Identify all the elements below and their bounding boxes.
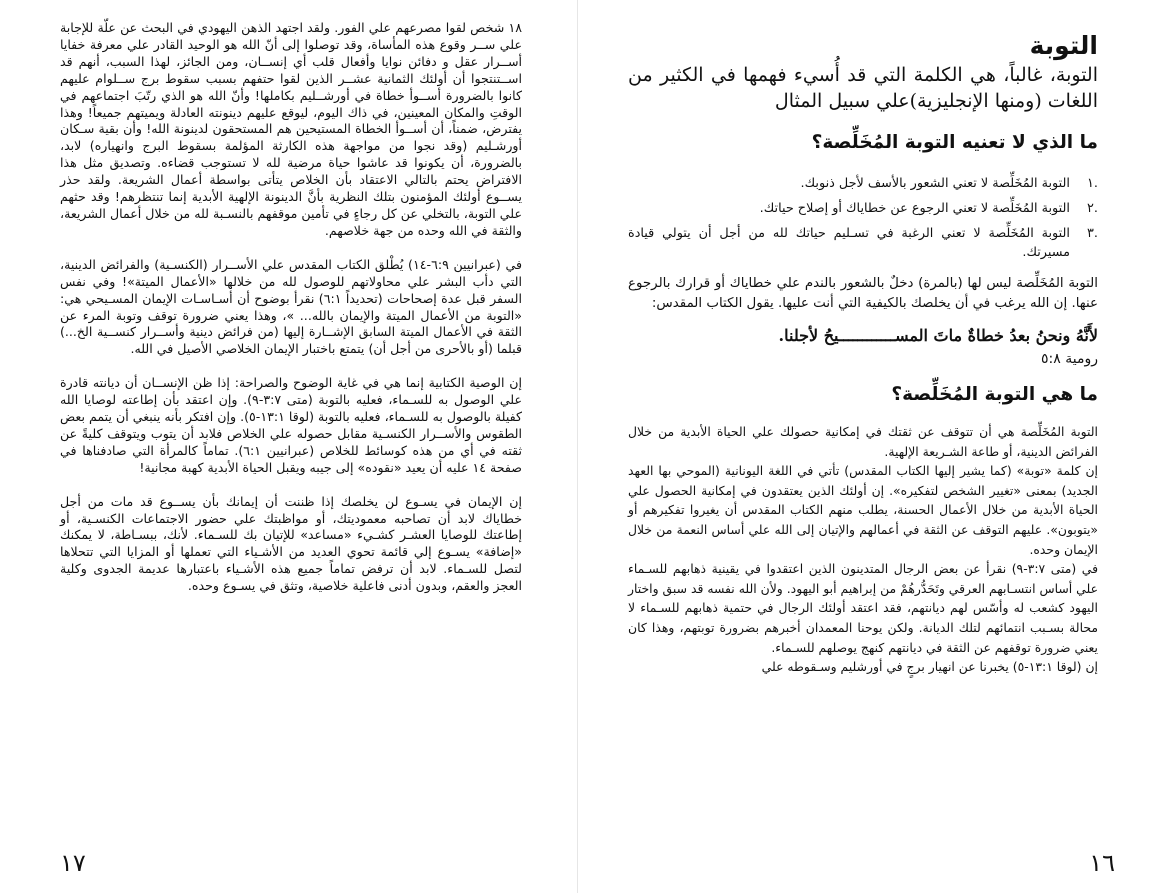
list-item-number: .١ xyxy=(1087,176,1098,191)
bible-verse: لأَنَّهُ ونحنُ بعدُ خطاةٌ ماتَ المســــــــــــيحُ لأجلنا. xyxy=(778,326,1098,345)
list-item xyxy=(628,224,1098,262)
right-page-number: ١٦ xyxy=(1089,849,1115,877)
right-text-column xyxy=(628,20,1098,677)
list-item xyxy=(628,174,1098,193)
list-item-number: .٢ xyxy=(1087,201,1098,216)
list-item-text: التوبة المُخَلِّصة لا تعني الرغبة في تسـليم حياتك لله من أجل أن يتولي قيادة مسيرتك. xyxy=(628,226,1070,260)
left-paragraph-1: ١٨ شخص لقوا مصرعهم علي الفور. ولقد اجتهد الذهن اليهودي في البحث عن علّة للإجابة علي ســر وقوع هذه المأساة، وقد توصلوا إلى أنّ الله هو الوحيد القادر علي معرفة خفايا أســرار عقل و دفائن نوايا وأفعال قلب أي إنســان، ومن الجائز، لهذا السبب، أنهم قد اســتنتجوا أن أولئك الثمانية عشــر الذين لقوا حتفهم بسبب سقوط برج ســلوام عليهم كانوا بالضرورة أســوأ خطاة في أورشــليم بكاملها! وأنّ الله هو الذي رتّبَ اجتماعهم في الوقتِ والمكان المعينين، في ذاك اليوم، ليوقع عليهم دينونته العادلة ويميتهم جميعاً! وهذا يفترض، ضمناً، أن أســوأ الخطاة المستيحين هم المستحقون لدينونة الله! وأن بقية سـكان أورشـليم (وقد نجوا من مواجهة هذه الكارثة المؤلمة بسقوط البرج وانهياره) لابد، بالضرورة، أن يكونوا قد عاشوا حياة مرضية لله لا تستوجب قضاءه. وتصديق مثل هذا الافتراض يحتم بالتالي الاعتقاد بأن الخلاص يتأتى بواسطة أعمال الشريعة. ولقد حذر يســوع أولئك المؤمنون بتلك النظرية بأنَّ الدينونة الإلهية الأبدية إنما تنتظرهم! وقد حثهم علي التوبة، بالتخلي عن كل رجاءٍ في تأمين موقفهم بالنسـبة لله من خلال أعمال الشريعة، والثقة في الله وحده من جهة خلاصهم. xyxy=(60,20,522,238)
list-item-text: التوبة المُخَلِّصة لا تعني الرجوع عن خطاياك أو إصلاح حياتك. xyxy=(759,201,1070,216)
list-item-text: التوبة المُخَلِّصة لا تعني الشعور بالأسف لأجل ذنوبك. xyxy=(800,176,1070,191)
paragraph-gap xyxy=(60,358,522,375)
paragraph-gap xyxy=(60,240,522,257)
left-page xyxy=(0,0,577,893)
left-page-number: ١٧ xyxy=(60,849,86,877)
right-paragraph-1: التوبة المُخَلِّصة هي أن تتوقف عن ثقتك في إمكانية حصولك علي الحياة الأبدية من خلال الفرائض الدينية، أو طاعة الشـريعة الإلهية. xyxy=(628,424,1098,459)
section-heading-what-not: ما الذي لا تعنيه التوبة المُخَلِّصة؟ xyxy=(811,132,1098,153)
right-paragraph-3: في (متى ٣:٧-٩) نقرأ عن بعض الرجال المتدينون الذين اعتقدوا في يقينية ذهابهم للسـماء علي أساس انتسـابهم العرقي وتَحَدُّرهُمْ من إبراهيم أبو اليهود. ولأن الله نفسه قد سبق واختار اليهود كشعب له وأسّس لهم ديانتهم، فقد اعتقد أولئك الرجال في حتمية ذهابهم للسـماء لا محالة بسـبب انتمائهم لتلك الديانة. ولكن يوحنا المعمدان أخبرهم بضرورة توبتهم، وهذا كان يعني ضرورة توقفهم عن الثقة في ديانتهم كنهج يوصلهم للسـماء. xyxy=(628,561,1098,655)
section-heading-what-is: ما هي التوبة المُخَلِّصة؟ xyxy=(891,384,1098,405)
page-title: التوبة xyxy=(1029,31,1098,60)
right-paragraph-4: إن (لوقا ١٣:١-٥) يخبرنا عن انهيار برجٍ في أورشليم وسـقوطه علي xyxy=(761,659,1098,675)
left-paragraph-3: إن الوصية الكتابية إنما هي في غاية الوضوح والصراحة: إذا ظن الإنســان أن ديانته قادرة علي الوصول به للسـماء، فعليه بالتوبة (متى ٣:٧-٩). وإن اعتقد بأن إطاعته لوصايا الله كفيلة بالوصول به للسـماء، فعليه بالتوبة (لوقا ١٣:١-٥). وإن افتكر بأنه ينبغي أن يتمم بعض الطقوس والأســرار الكنسـية مقابل حصوله علي الخلاص فلابد أن يتوب ويتوقف كليةً عن ثقته في أي من هذه كوسائط للخلاص (عبرانيين ٦:١). تماماً كالمرأة التي صادفناها في صفحة ١٤ عليه أن يعيد «نقوده» إلى جيبه ويقبل الحياة الأبدية كهبة مجانية! xyxy=(60,375,522,475)
paragraph-gap xyxy=(60,477,522,494)
list-item xyxy=(628,199,1098,218)
lead-paragraph: التوبة، غالباً، هي الكلمة التي قد أُسيء فهمها في الكثير من اللغات (ومنها الإنجليزية)علي سبيل المثال xyxy=(628,64,1098,112)
right-paragraph-2: إن كلمة «توبة» (كما يشير إليها الكتاب المقدس) تأتي في اللغة اليونانية (الموحي بها العهد الجديد) بمعنى «تغيير الشخص لتفكيره». إن أولئك الذين يعتقدون في إمكانية الحصول علي الحياة الأبدية من خلال الأعمال الحسنة، يطلب منهم الكتاب المقدس أن يغيروا تفكيرهم أو «يتوبون». عليهم التوقف عن الثقة في أعمالهم والإتيان إلى الله علي أساس النعمة من خلال الإيمان وحده. xyxy=(628,463,1098,557)
right-page xyxy=(578,0,1155,893)
right-paragraph-intro: التوبة المُخَلِّصة ليس لها (بالمرة) دخلٌ بالشعور بالندم علي خطاياك أو قرارك بالرجوع عنها. إن الله يرغب في أن يخلصك بالكيفية التي أنت عليها. يقول الكتاب المقدس: xyxy=(628,276,1098,311)
left-paragraph-2: في (عبرانيين ٦:٩-١٤) يُطْلق الكتاب المقدس علي الأســرار (الكنسـية) والفرائض الدينية، التي دأب البشر علي محاولاتهم للوصول لله من خلالها «الأعمال الميتة»! وفي نفس السفر قبل عدة إصحاحات (تحديداً ٦:١) نقرأ بوضوح أن أسـاسـات الإيمان المسـيحي هي: «التوبة من الأعمال الميتة والإيمان بالله... »، وهذا يعني ضرورة توقف وتوبة المرء عن الثقة في الأعمال الميتة السابق الإشــارة إليها (من فرائض دينية وأســرار كنســية الخ...) قبلما (أو بالأحرى من أجل أن) يتمتع باختبار الإيمان الخلاصي الأصيل في الله. xyxy=(60,256,522,357)
left-text-column xyxy=(60,20,522,595)
verse-reference: رومية ٥:٨ xyxy=(1041,351,1098,367)
left-paragraph-4: إن الإيمان في يسـوع لن يخلصك إذا ظننت أن إيمانك بأن يســوع قد مات من أجل خطاياك لابد أن تصاحبه معموديتك، أو مواظبتك علي حضور الاجتماعات الكنسـية، أو إطاعتك للوصايا العشـر كشـيء «مساعد» للإتيان بك للسـماء. لأنك، ببسـاطة، لا يمكنك «إضافة» يسـوع إلي قائمة تحوي العديد من الأشـياء التي تعملها أو المزايا التي تتحلاها لتصل للسـماء. لابد أن ترفض تماماً جميع هذه الأشـياء باعتبارها عديمة الجدوى وكلية العجز والعقم، وبدون أدنى فاعلية خلاصية، وتثق في يسـوع وحده. xyxy=(60,493,522,594)
not-meaning-list xyxy=(628,174,1098,262)
list-item-number: .٣ xyxy=(1087,226,1098,241)
